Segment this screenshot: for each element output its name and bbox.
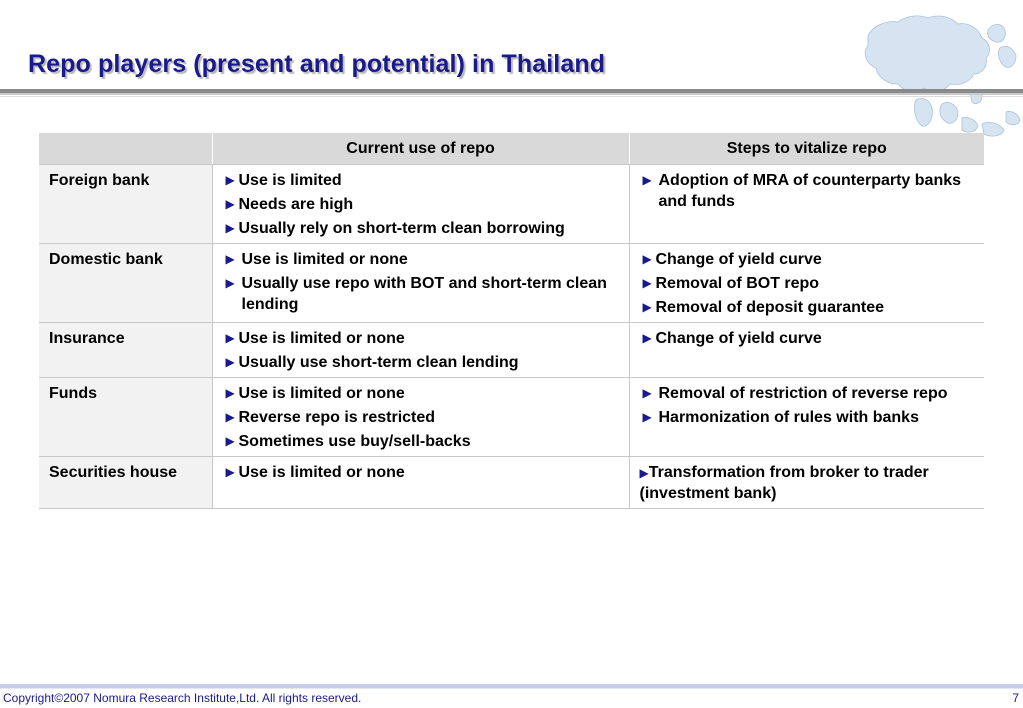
right-triangle-icon: ▶: [225, 252, 235, 266]
list-item: ▶ Removal of BOT repo: [642, 275, 820, 292]
right-triangle-icon: ▶: [642, 173, 652, 187]
title-divider-shadow-light: [0, 96, 1023, 97]
page-title: Repo players (present and potential) in Thailand: [28, 50, 606, 78]
right-triangle-icon: ▶: [225, 221, 235, 235]
list-item: ▶ Change of yield curve: [642, 330, 822, 347]
steps-cell: [629, 378, 984, 457]
player-label: Insurance: [39, 323, 212, 378]
list-item: ▶ Use is limited: [225, 172, 342, 189]
list-item: ▶ Adoption of MRA of counterparty banks and funds: [642, 172, 962, 210]
right-triangle-icon: ▶: [642, 386, 652, 400]
list-item: ▶ Usually use short-term clean lending: [225, 354, 519, 371]
current-use-cell: [212, 244, 629, 323]
right-triangle-icon: ▶: [225, 434, 235, 448]
player-label: Securities house: [39, 457, 212, 509]
right-triangle-icon: ▶: [642, 276, 652, 290]
right-triangle-icon: ▶: [225, 355, 235, 369]
table-row: [39, 378, 984, 457]
header-player: [39, 133, 212, 165]
list-item: ▶ Change of yield curve: [642, 251, 822, 268]
list-item: ▶ Use is limited or none: [225, 464, 405, 481]
footer-divider-light: [0, 688, 1023, 689]
table-row: [39, 323, 984, 378]
right-triangle-icon: ▶: [225, 331, 235, 345]
table-row: [39, 165, 984, 244]
asia-map-icon: [850, 8, 1023, 148]
right-triangle-icon: ▶: [642, 331, 652, 345]
table-row: [39, 244, 984, 323]
player-label: Funds: [39, 378, 212, 457]
right-triangle-icon: ▶: [639, 466, 649, 480]
player-label: Foreign bank: [39, 165, 212, 244]
current-use-cell: [212, 378, 629, 457]
steps-cell: [629, 323, 984, 378]
list-item: ▶ Removal of restriction of reverse repo: [642, 385, 948, 402]
list-item: ▶ Needs are high: [225, 196, 354, 213]
right-triangle-icon: ▶: [225, 410, 235, 424]
current-use-cell: [212, 457, 629, 509]
current-use-cell: [212, 165, 629, 244]
copyright-text: Copyright©2007 Nomura Research Institute,Ltd. All rights reserved.: [3, 691, 362, 705]
list-item: ▶ Use is limited or none: [225, 385, 405, 402]
list-item: ▶ Removal of deposit guarantee: [642, 299, 884, 316]
table-row: [39, 457, 984, 509]
list-item: ▶ Usually rely on short-term clean borrowing: [225, 220, 565, 237]
repo-players-table: [39, 133, 984, 509]
right-triangle-icon: ▶: [225, 173, 235, 187]
right-triangle-icon: ▶: [642, 252, 652, 266]
steps-cell: [629, 457, 984, 509]
right-triangle-icon: ▶: [225, 465, 235, 479]
list-item: ▶ Harmonization of rules with banks: [642, 409, 919, 426]
list-item: ▶ Use is limited or none: [225, 330, 405, 347]
right-triangle-icon: ▶: [225, 197, 235, 211]
page-number: 7: [1012, 691, 1019, 705]
right-triangle-icon: ▶: [225, 276, 235, 290]
list-item: ▶Transformation from broker to trader (investment bank): [639, 464, 929, 502]
list-item: ▶ Use is limited or none: [225, 251, 408, 268]
current-use-cell: [212, 323, 629, 378]
title-divider-shadow: [0, 93, 1023, 95]
right-triangle-icon: ▶: [225, 386, 235, 400]
right-triangle-icon: ▶: [642, 300, 652, 314]
player-label: Domestic bank: [39, 244, 212, 323]
steps-cell: [629, 165, 984, 244]
list-item: ▶ Sometimes use buy/sell-backs: [225, 433, 471, 450]
list-item: ▶ Reverse repo is restricted: [225, 409, 436, 426]
right-triangle-icon: ▶: [642, 410, 652, 424]
steps-cell: [629, 244, 984, 323]
table-header-row: [39, 133, 984, 165]
header-current-use: Current use of repo: [212, 133, 629, 165]
header-steps: Steps to vitalize repo: [629, 133, 984, 165]
list-item: ▶ Usually use repo with BOT and short-term clean lending: [225, 275, 607, 313]
